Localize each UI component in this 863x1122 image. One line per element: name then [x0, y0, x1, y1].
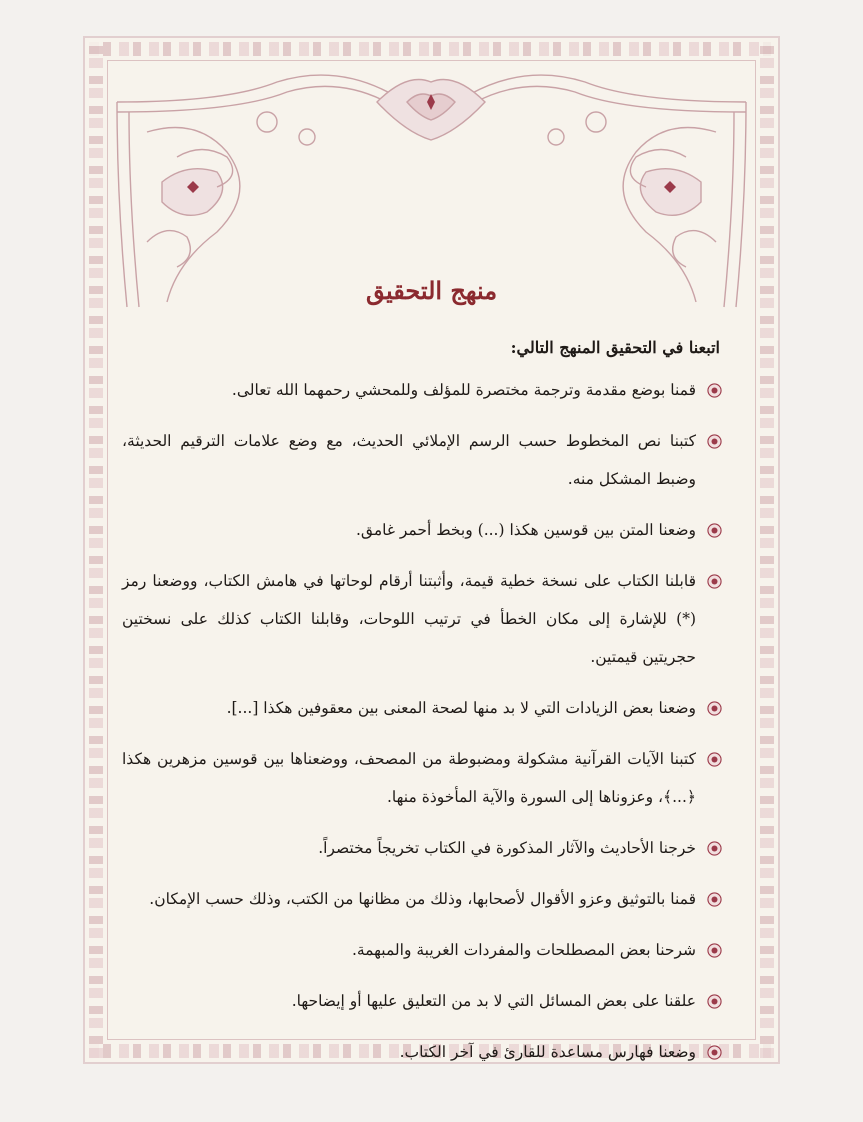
methodology-list — [122, 371, 722, 1071]
right-decorative-band — [760, 42, 774, 1058]
list-item — [122, 880, 722, 918]
rosette-bullet-icon — [707, 841, 722, 856]
top-decorative-band — [89, 42, 774, 56]
rosette-bullet-icon — [707, 892, 722, 907]
rosette-bullet-icon — [707, 574, 722, 589]
document-page — [83, 36, 780, 1064]
list-item-text: علقنا على بعض المسائل التي لا بد من التعليق عليها أو إيضاحها. — [291, 992, 696, 1010]
content-body — [122, 338, 722, 1084]
list-item — [122, 1033, 722, 1071]
rosette-bullet-icon — [707, 943, 722, 958]
rosette-bullet-icon — [707, 752, 722, 767]
list-item-text: خرجنا الأحاديث والآثار المذكورة في الكتاب تخريجاً مختصراً. — [318, 839, 696, 857]
list-item-text: وضعنا المتن بين قوسين هكذا (...) وبخط أحمر غامق. — [355, 521, 696, 539]
list-item — [122, 562, 722, 676]
list-item-text: قمنا بالتوثيق وعزو الأقوال لأصحابها، وذلك من مظانها من الكتب، وذلك حسب الإمكان. — [149, 890, 696, 908]
list-item — [122, 829, 722, 867]
left-decorative-band — [89, 42, 103, 1058]
list-item — [122, 931, 722, 969]
list-item — [122, 740, 722, 816]
rosette-bullet-icon — [707, 523, 722, 538]
rosette-bullet-icon — [707, 1045, 722, 1060]
floral-corner-ornament — [107, 62, 756, 312]
list-item-text: كتبنا الآيات القرآنية مشكولة ومضبوطة من المصحف، ووضعناها بين قوسين مزهرين هكذا ﴿...﴾، وعزوناها إلى السورة والآية المأخوذة منها. — [122, 750, 696, 806]
list-item — [122, 982, 722, 1020]
rosette-bullet-icon — [707, 383, 722, 398]
list-item — [122, 689, 722, 727]
list-item — [122, 371, 722, 409]
list-item-text: قمنا بوضع مقدمة وترجمة مختصرة للمؤلف وللمحشي رحمهما الله تعالى. — [231, 381, 696, 399]
list-item — [122, 422, 722, 498]
list-item-text: شرحنا بعض المصطلحات والمفردات الغريبة والمبهمة. — [351, 941, 696, 959]
list-item-text: كتبنا نص المخطوط حسب الرسم الإملائي الحديث، مع وضع علامات الترقيم الحديثة، وضبط المشكل منه. — [122, 432, 696, 488]
intro-text: اتبعنا في التحقيق المنهج التالي: — [510, 338, 720, 357]
rosette-bullet-icon — [707, 701, 722, 716]
rosette-bullet-icon — [707, 994, 722, 1009]
list-item-text: وضعنا بعض الزيادات التي لا بد منها لصحة المعنى بين معقوفين هكذا [...]. — [226, 699, 696, 717]
list-item-text: وضعنا فهارس مساعدة للقارئ في آخر الكتاب. — [399, 1043, 696, 1061]
list-item-text: قابلنا الكتاب على نسخة خطية قيمة، وأثبتنا أرقام لوحاتها في هامش الكتاب، ووضعنا رمز (*) للإشارة إلى مكان الخطأ في ترتيب اللوحات، وقابلنا الكتاب كذلك على نسختين حجريتين قيمتين. — [122, 572, 696, 666]
list-item — [122, 511, 722, 549]
rosette-bullet-icon — [707, 434, 722, 449]
page-title: منهج التحقيق — [365, 276, 498, 305]
